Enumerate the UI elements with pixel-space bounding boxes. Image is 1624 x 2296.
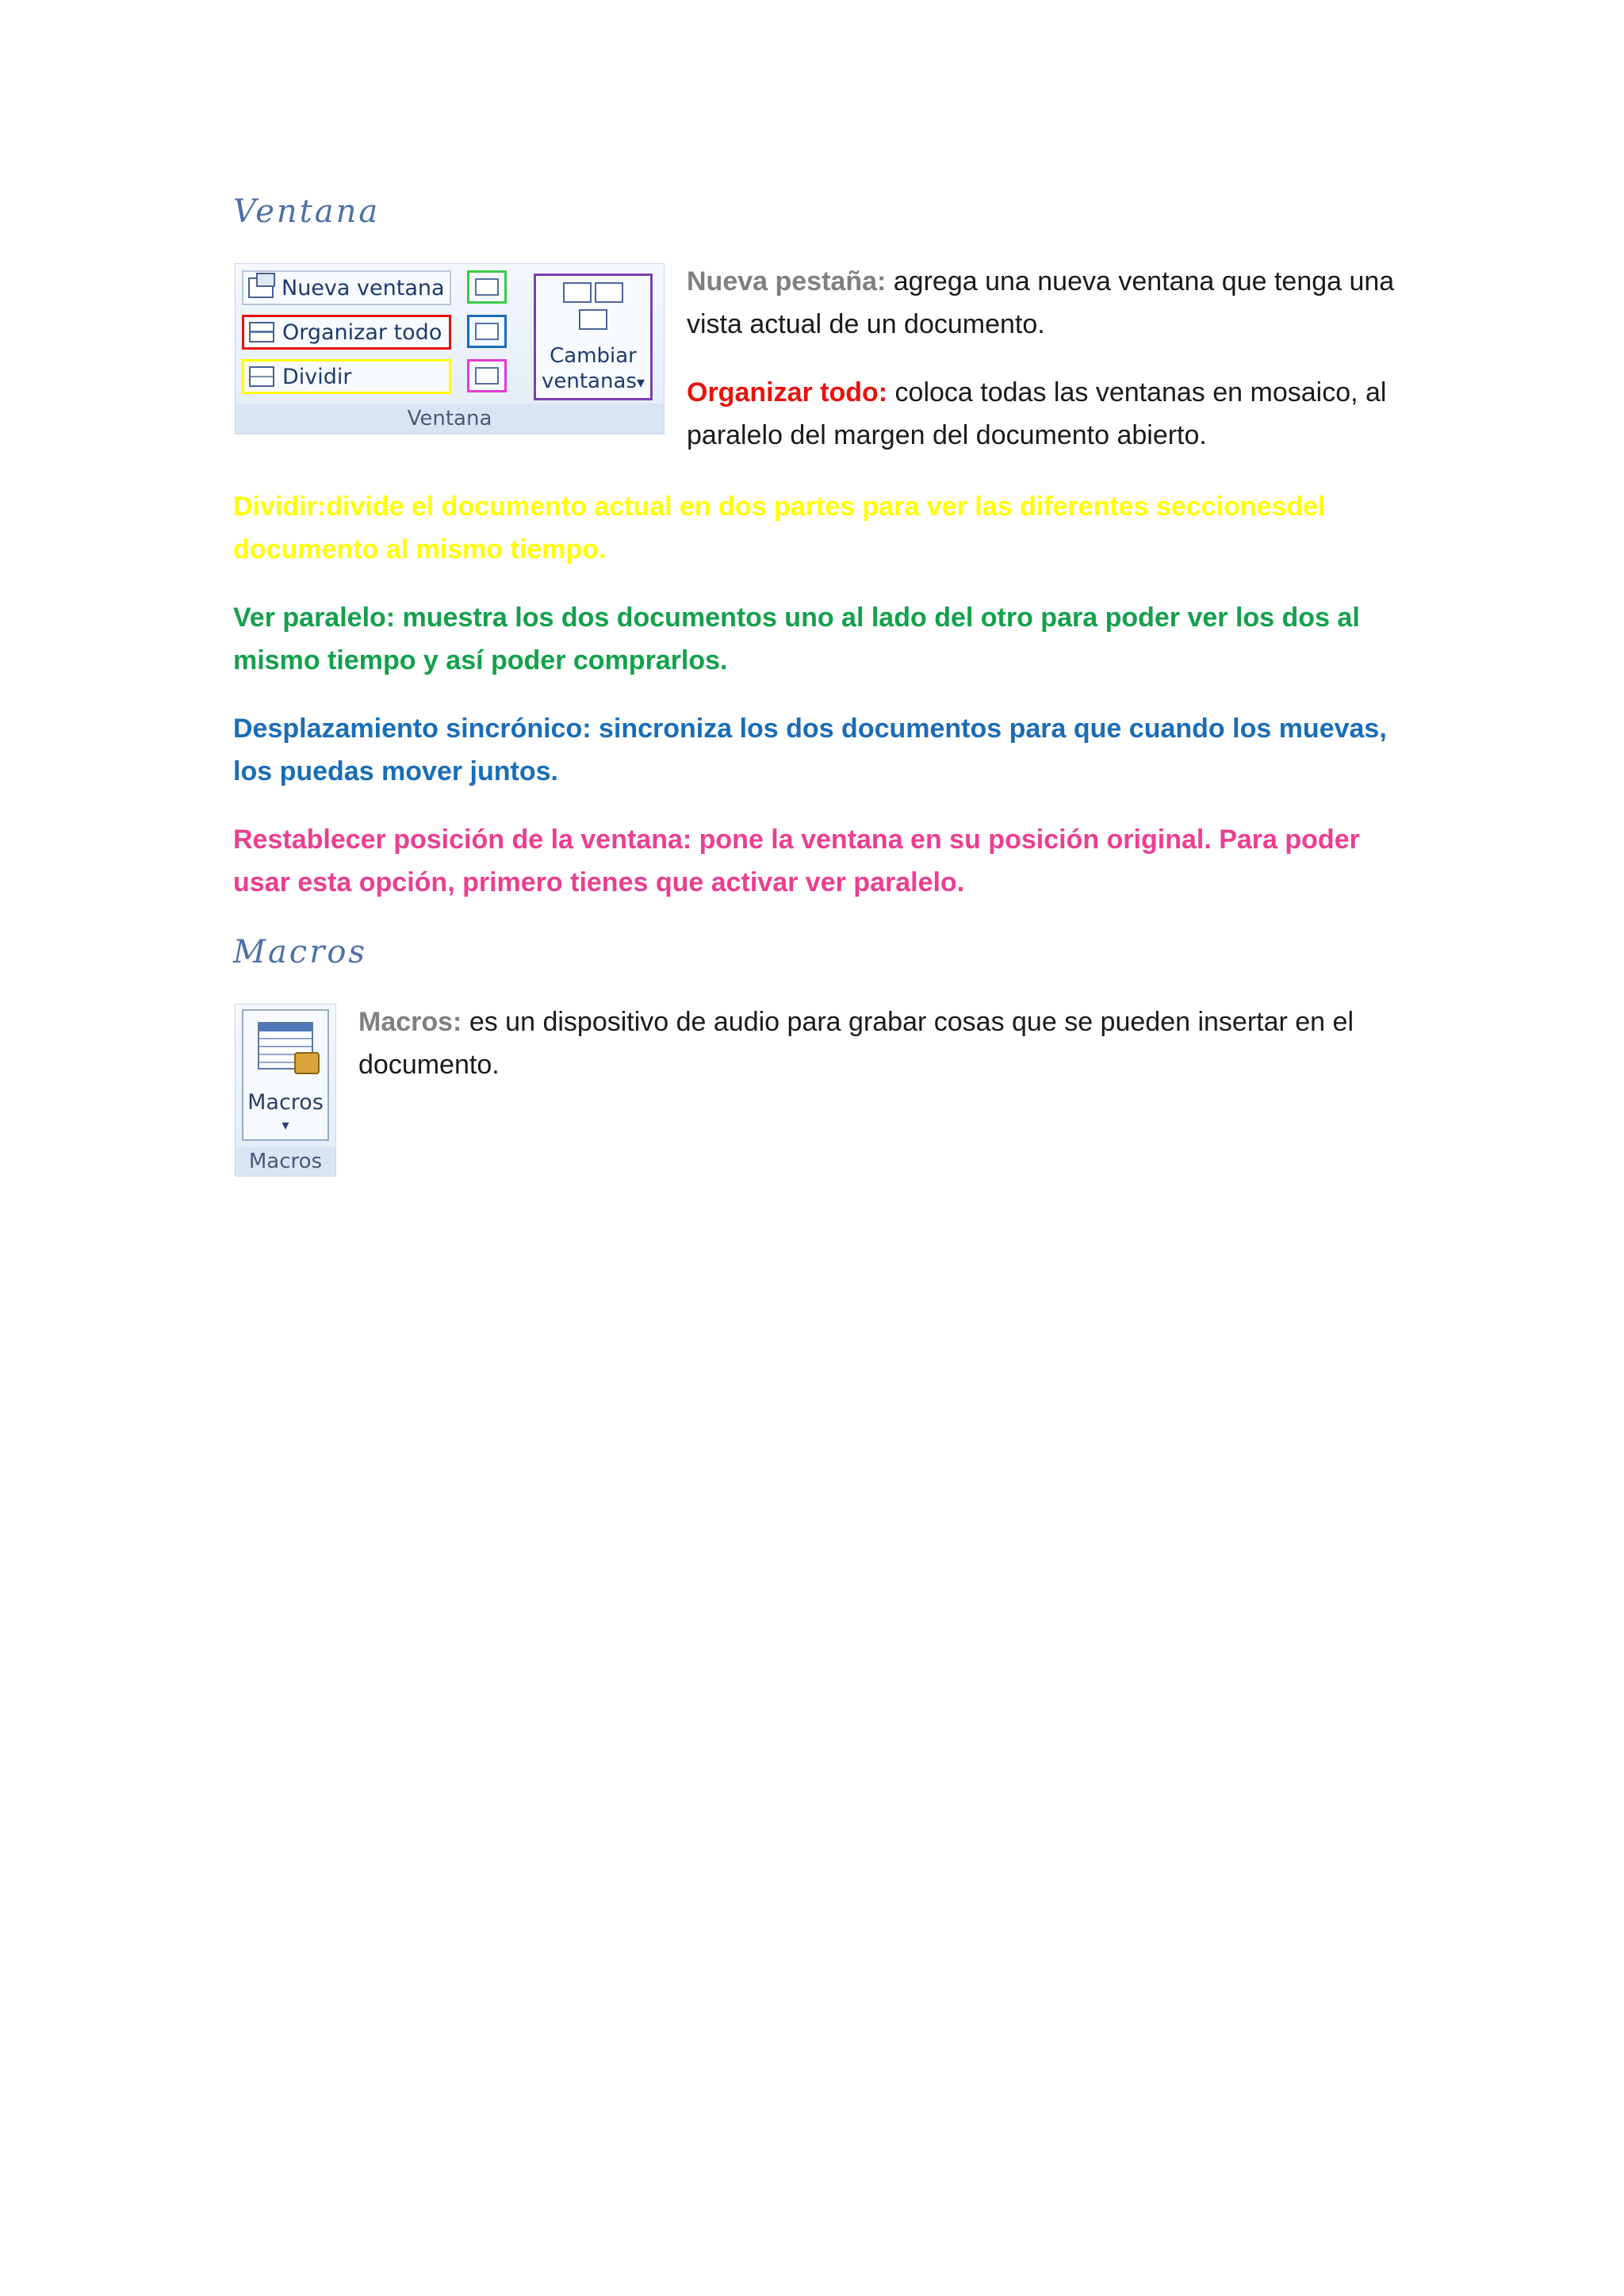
item-ver-paralelo: Ver paralelo: muestra los dos documentos uno al lado del otro para poder ver los dos al mismo tiempo y así poder comprarlos. (233, 603, 1360, 675)
ver-paralelo-button[interactable] (467, 270, 507, 304)
item-macros (358, 1001, 1389, 1086)
split-icon (249, 366, 274, 387)
ribbon-group-macros (235, 1004, 336, 1177)
organizar-todo-button[interactable] (242, 315, 451, 350)
nueva-ventana-button[interactable] (242, 270, 451, 305)
macros-button[interactable] (242, 1009, 329, 1141)
item-label-nueva-pestana: Nueva pestaña: (687, 266, 887, 297)
item-text-macros: es un dispositivo de audio para grabar cosas que se pueden insertar en el documento. (358, 1007, 1354, 1080)
item-restablecer-posicion: Restablecer posición de la ventana: pone la ventana en su posición original. Para poder usar esta opción, primero tienes que activar ver paralelo. (233, 825, 1360, 897)
switch-windows-icon (563, 282, 626, 335)
ventanas-label-row (542, 369, 645, 395)
item-organizar-todo (687, 371, 1400, 457)
chevron-down-icon: ▾ (282, 1117, 289, 1134)
item-nueva-pestana (687, 260, 1400, 346)
dividir-label: Dividir (282, 364, 352, 389)
macros-icon (258, 1022, 313, 1070)
cambiar-ventanas-button[interactable] (534, 274, 653, 400)
cambiar-label: Cambiar (550, 344, 637, 368)
item-desplazamiento-sincronico: Desplazamiento sincrónico: sincroniza los dos documentos para que cuando los muevas, los puedas mover juntos. (233, 714, 1387, 786)
reset-window-position-icon (475, 367, 499, 385)
new-window-icon (248, 277, 274, 298)
dividir-button[interactable] (242, 359, 451, 394)
item-text-nueva-pestana: agrega una nueva ventana que tenga una vista actual de un documento. (687, 266, 1395, 339)
macros-button-label: Macros (247, 1090, 324, 1115)
group-label-ventana: Ventana (236, 404, 664, 434)
heading-macros: Macros (233, 934, 367, 970)
synchronous-scroll-icon (475, 323, 499, 340)
restablecer-posicion-button[interactable] (467, 359, 507, 392)
item-label-organizar-todo: Organizar todo: (687, 377, 888, 408)
heading-ventana: Ventana (233, 193, 381, 230)
chevron-down-icon: ▾ (636, 373, 645, 392)
ventanas-label: ventanas (542, 369, 637, 393)
item-text-organizar-todo: coloca todas las ventanas en mosaico, al paralelo del margen del documento abierto. (687, 377, 1387, 450)
arrange-all-icon (249, 322, 274, 342)
desplazamiento-sincronico-button[interactable] (467, 315, 507, 348)
side-by-side-icon (475, 278, 499, 296)
nueva-ventana-label: Nueva ventana (282, 275, 445, 300)
ribbon-group-ventana (235, 263, 665, 434)
item-dividir: Dividir:divide el documento actual en dos partes para ver las diferentes seccionesdel documento al mismo tiempo. (233, 492, 1326, 564)
group-label-macros: Macros (236, 1147, 335, 1176)
organizar-todo-label: Organizar todo (282, 320, 442, 345)
item-label-macros: Macros: (358, 1007, 462, 1037)
